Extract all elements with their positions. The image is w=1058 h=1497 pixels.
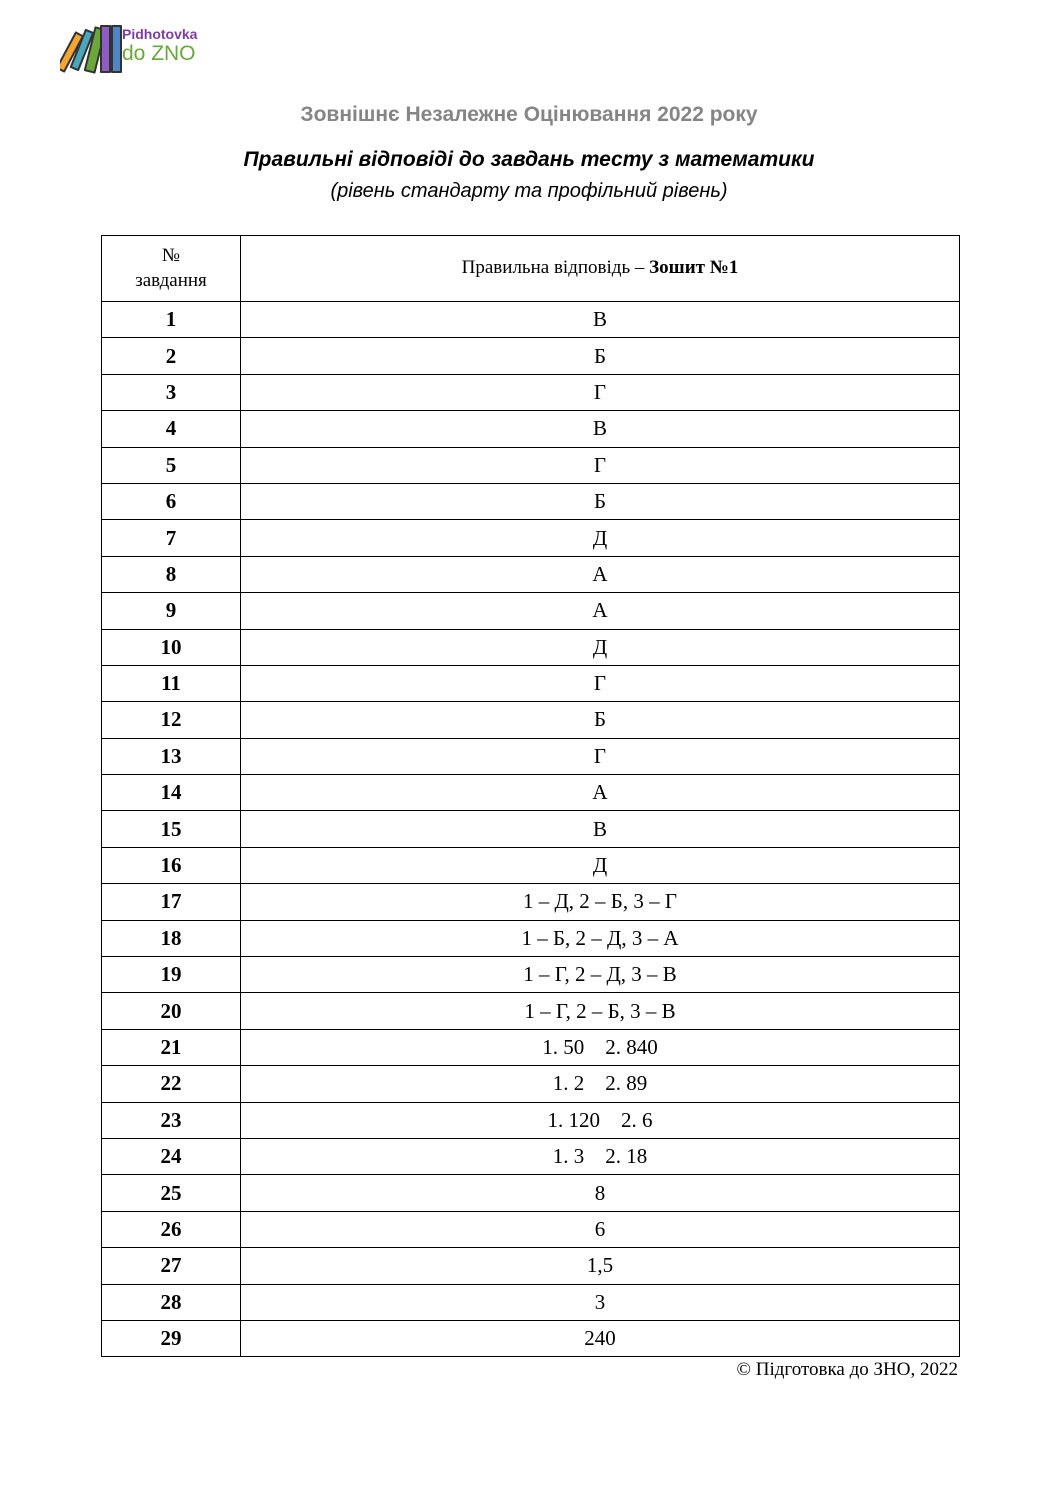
level-note: (рівень стандарту та профільний рівень) (330, 180, 728, 202)
answer-cell: В (241, 302, 960, 338)
task-number: 7 (102, 520, 241, 556)
task-number: 3 (102, 374, 241, 410)
task-number: 2 (102, 338, 241, 374)
table-row (102, 447, 960, 483)
table-row (102, 1029, 960, 1065)
table-header-row (102, 236, 960, 302)
task-word: завдання (135, 269, 207, 291)
table-row (102, 411, 960, 447)
logo-text-top: Pidhotovka (122, 26, 198, 42)
answer-cell: 1 – Д, 2 – Б, 3 – Г (241, 884, 960, 920)
answer-cell: Д (241, 629, 960, 665)
answer-cell: В (241, 411, 960, 447)
task-number: 16 (102, 847, 241, 883)
answer-cell: Б (241, 702, 960, 738)
answer-cell: 1. 50 2. 840 (241, 1029, 960, 1065)
notebook-label: Зошит №1 (649, 257, 739, 279)
table-row (102, 847, 960, 883)
logo-text-bottom: do ZNO (122, 42, 196, 65)
answer-cell: Б (241, 483, 960, 519)
task-number: 25 (102, 1175, 241, 1211)
answer-cell: А (241, 775, 960, 811)
table-row (102, 702, 960, 738)
table-row (102, 338, 960, 374)
table-row (102, 556, 960, 592)
answer-cell: 1 – Г, 2 – Б, 3 – В (241, 993, 960, 1029)
table-row (102, 738, 960, 774)
table-row (102, 629, 960, 665)
table-row (102, 884, 960, 920)
answer-cell: 1 – Б, 2 – Д, 3 – А (241, 920, 960, 956)
answer-cell: Г (241, 665, 960, 701)
answer-cell: 1. 3 2. 18 (241, 1138, 960, 1174)
task-number: 1 (102, 302, 241, 338)
books-icon (60, 24, 122, 76)
task-number: 18 (102, 920, 241, 956)
table-row (102, 920, 960, 956)
task-number: 15 (102, 811, 241, 847)
answer-cell: Г (241, 374, 960, 410)
answer-header-prefix: Правильна відповідь – (461, 257, 650, 279)
table-row (102, 1211, 960, 1247)
task-number: 22 (102, 1066, 241, 1102)
task-number: 11 (102, 665, 241, 701)
table-row (102, 374, 960, 410)
exam-title: Зовнішнє Незалежне Оцінювання 2022 року (300, 103, 758, 126)
task-number: 13 (102, 738, 241, 774)
answer-cell: Б (241, 338, 960, 374)
answer-cell: 1 – Г, 2 – Д, 3 – В (241, 957, 960, 993)
table-row (102, 1248, 960, 1284)
table-row (102, 302, 960, 338)
table-row (102, 1102, 960, 1138)
copyright-note: © Підготовка до ЗНО, 2022 (736, 1359, 958, 1380)
task-number: 14 (102, 775, 241, 811)
task-number: 8 (102, 556, 241, 592)
task-number: 23 (102, 1102, 241, 1138)
answer-cell: 240 (241, 1320, 960, 1356)
table-row (102, 993, 960, 1029)
answer-cell: 6 (241, 1211, 960, 1247)
table-row (102, 520, 960, 556)
answer-cell: 8 (241, 1175, 960, 1211)
table-row (102, 811, 960, 847)
answer-cell: А (241, 556, 960, 592)
task-number: 27 (102, 1248, 241, 1284)
answer-cell: Д (241, 847, 960, 883)
table-row (102, 1284, 960, 1320)
table-row (102, 1066, 960, 1102)
site-logo (60, 24, 230, 76)
answer-cell: 1. 120 2. 6 (241, 1102, 960, 1138)
task-number: 17 (102, 884, 241, 920)
task-number: 20 (102, 993, 241, 1029)
document-subtitle: Правильні відповіді до завдань тесту з математики (243, 148, 815, 171)
task-number: 24 (102, 1138, 241, 1174)
task-number: 26 (102, 1211, 241, 1247)
answer-cell: Г (241, 447, 960, 483)
answer-cell: В (241, 811, 960, 847)
task-number: 19 (102, 957, 241, 993)
answer-cell: Г (241, 738, 960, 774)
task-number: 9 (102, 593, 241, 629)
task-number: 12 (102, 702, 241, 738)
answer-cell: Д (241, 520, 960, 556)
task-number: 28 (102, 1284, 241, 1320)
table-row (102, 593, 960, 629)
task-number-header (102, 236, 241, 302)
table-row (102, 1175, 960, 1211)
task-number: 29 (102, 1320, 241, 1356)
number-symbol: № (161, 244, 181, 266)
task-number: 6 (102, 483, 241, 519)
answers-table (101, 235, 960, 1357)
task-number: 5 (102, 447, 241, 483)
table-row (102, 1320, 960, 1356)
task-number: 4 (102, 411, 241, 447)
answer-cell: А (241, 593, 960, 629)
answer-header (241, 236, 960, 302)
task-number: 21 (102, 1029, 241, 1065)
table-row (102, 483, 960, 519)
table-row (102, 775, 960, 811)
table-row (102, 1138, 960, 1174)
table-row (102, 665, 960, 701)
answer-cell: 3 (241, 1284, 960, 1320)
task-number: 10 (102, 629, 241, 665)
answer-cell: 1. 2 2. 89 (241, 1066, 960, 1102)
answer-cell: 1,5 (241, 1248, 960, 1284)
table-row (102, 957, 960, 993)
